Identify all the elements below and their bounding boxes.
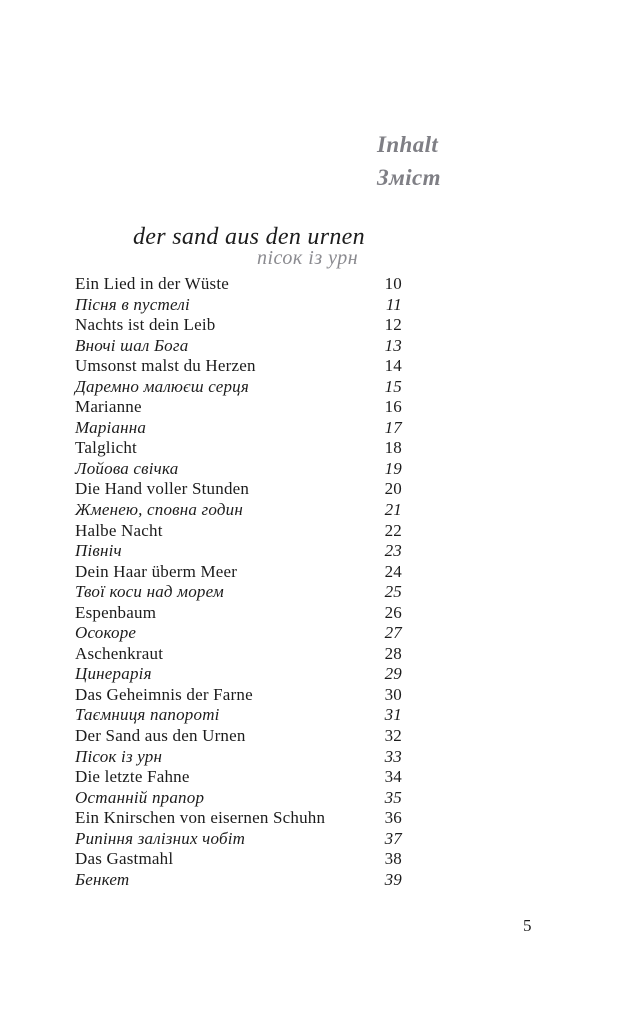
toc-entry xyxy=(75,849,402,870)
toc-entry xyxy=(75,808,402,829)
toc-entry xyxy=(75,356,402,377)
toc-entry-page-number: 36 xyxy=(384,808,402,828)
toc-entry-page-number: 31 xyxy=(384,705,402,725)
toc-entry-page-number: 16 xyxy=(384,397,402,417)
toc-entry-page-number: 30 xyxy=(384,684,402,704)
contents-title-german: Inhalt xyxy=(377,132,439,157)
toc-entry-page-number: 17 xyxy=(384,417,402,437)
toc-entry-page-number: 25 xyxy=(384,582,402,602)
toc-entry-page-number: 34 xyxy=(384,767,402,787)
toc-entry xyxy=(75,521,402,542)
toc-entry-title: Die letzte Fahne xyxy=(75,767,190,787)
toc-entry xyxy=(75,418,402,439)
toc-entry xyxy=(75,705,402,726)
toc-entry xyxy=(75,336,402,357)
toc-entry xyxy=(75,315,402,336)
toc-entry-title: Der Sand aus den Urnen xyxy=(75,726,246,746)
toc-entry-page-number: 13 xyxy=(384,335,402,355)
toc-entry-title: Вночі шал Бога xyxy=(75,335,189,355)
toc-entry-title: Останній прапор xyxy=(75,787,205,807)
table-of-contents xyxy=(75,274,402,890)
toc-entry xyxy=(75,726,402,747)
toc-entry xyxy=(75,500,402,521)
toc-entry xyxy=(75,459,402,480)
toc-entry xyxy=(75,644,402,665)
toc-entry-page-number: 24 xyxy=(384,561,402,581)
toc-entry-title: Umsonst malst du Herzen xyxy=(75,356,256,376)
toc-entry-page-number: 32 xyxy=(384,726,402,746)
toc-entry-title: Das Gastmahl xyxy=(75,849,174,869)
toc-entry xyxy=(75,664,402,685)
toc-entry-title: Dein Haar überm Meer xyxy=(75,561,238,581)
toc-entry xyxy=(75,582,402,603)
section-title-german: der sand aus den urnen xyxy=(133,224,365,250)
toc-entry xyxy=(75,295,402,316)
toc-entry xyxy=(75,767,402,788)
page-number-folio: 5 xyxy=(523,916,532,935)
toc-entry-page-number: 29 xyxy=(384,664,402,684)
toc-entry xyxy=(75,788,402,809)
toc-entry-title: Пісок із урн xyxy=(75,746,163,766)
toc-entry-title: Маріанна xyxy=(75,417,147,437)
toc-entry-title: Північ xyxy=(75,541,122,561)
toc-entry-title: Жменею, сповна годин xyxy=(75,500,243,520)
toc-entry-page-number: 37 xyxy=(384,828,402,848)
toc-entry-page-number: 19 xyxy=(384,458,402,478)
toc-entry-title: Marianne xyxy=(75,397,142,417)
toc-entry-page-number: 18 xyxy=(384,438,402,458)
toc-entry-page-number: 12 xyxy=(384,315,402,335)
toc-entry-title: Talglicht xyxy=(75,438,137,458)
section-title-ukrainian: пісок із урн xyxy=(257,247,359,269)
toc-entry-title: Бенкет xyxy=(75,869,130,889)
toc-entry-title: Осокоре xyxy=(75,623,137,643)
toc-entry-title: Даремно малюєш серця xyxy=(75,376,249,396)
toc-entry-page-number: 23 xyxy=(384,541,402,561)
toc-entry xyxy=(75,562,402,583)
toc-entry-page-number: 35 xyxy=(384,787,402,807)
toc-entry-title: Espenbaum xyxy=(75,602,157,622)
toc-entry-title: Aschenkraut xyxy=(75,643,164,663)
contents-title-ukrainian: Зміст xyxy=(377,165,441,190)
toc-entry-title: Ein Lied in der Wüste xyxy=(75,274,230,293)
toc-entry-page-number: 11 xyxy=(385,294,402,314)
toc-entry-title: Рипіння залізних чобіт xyxy=(75,828,246,848)
toc-entry-page-number: 10 xyxy=(384,274,402,293)
toc-entry-page-number: 38 xyxy=(384,849,402,869)
toc-entry xyxy=(75,603,402,624)
toc-entry-title: Твої коси над морем xyxy=(75,582,224,602)
toc-entry-page-number: 20 xyxy=(384,479,402,499)
toc-entry-page-number: 15 xyxy=(384,376,402,396)
toc-entry-title: Лойова свічка xyxy=(75,458,179,478)
toc-entry xyxy=(75,377,402,398)
toc-entry-page-number: 27 xyxy=(384,623,402,643)
toc-entry xyxy=(75,274,402,295)
toc-entry xyxy=(75,870,402,891)
toc-entry-title: Пісня в пустелі xyxy=(75,294,190,314)
toc-entry-page-number: 14 xyxy=(384,356,402,376)
toc-entry-title: Ein Knirschen von eisernen Schuhn xyxy=(75,808,326,828)
toc-entry xyxy=(75,685,402,706)
toc-entry xyxy=(75,829,402,850)
toc-entry-title: Die Hand voller Stunden xyxy=(75,479,250,499)
toc-entry-title: Таємниця папороті xyxy=(75,705,220,725)
toc-entry xyxy=(75,479,402,500)
contents-header xyxy=(377,128,441,194)
toc-entry-title: Цинерарія xyxy=(75,664,152,684)
toc-entry-page-number: 28 xyxy=(384,643,402,663)
toc-entry xyxy=(75,397,402,418)
toc-entry-page-number: 39 xyxy=(384,869,402,889)
toc-entry xyxy=(75,541,402,562)
toc-entry-title: Nachts ist dein Leib xyxy=(75,315,216,335)
toc-entry xyxy=(75,438,402,459)
toc-entry-page-number: 21 xyxy=(384,500,402,520)
toc-entry xyxy=(75,623,402,644)
toc-entry-title: Halbe Nacht xyxy=(75,520,163,540)
toc-entry-page-number: 22 xyxy=(384,520,402,540)
section-title-block xyxy=(133,224,493,268)
toc-entry-page-number: 33 xyxy=(384,746,402,766)
toc-entry xyxy=(75,747,402,768)
toc-entry-title: Das Geheimnis der Farne xyxy=(75,684,253,704)
toc-entry-page-number: 26 xyxy=(384,602,402,622)
